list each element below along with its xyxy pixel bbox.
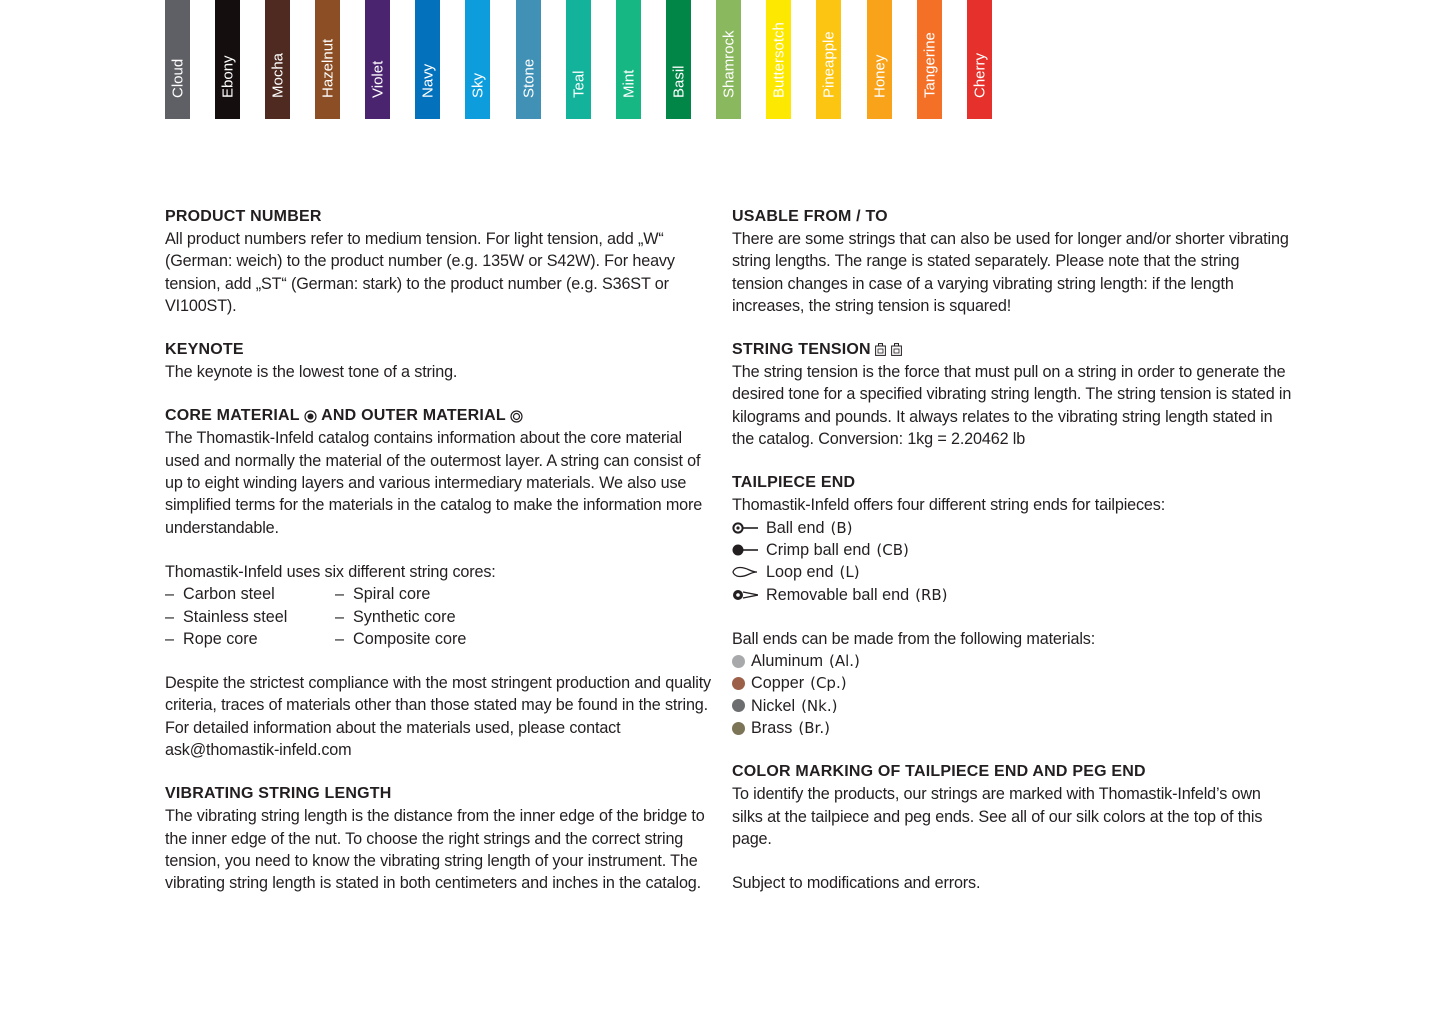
silk-swatch-label: Shamrock [720,30,737,98]
silk-swatch [816,0,841,119]
color-marking-section [732,761,1292,894]
list-item: – Composite core [335,629,467,648]
tailpiece-section [732,472,1292,739]
silk-swatch [215,0,240,119]
silk-swatch-label: Cherry [971,52,988,98]
keynote-section [165,339,715,383]
core-material-icon [304,410,317,423]
aluminum-dot-icon [732,655,745,668]
right-column [732,206,1292,917]
ball-materials-intro: Ball ends can be made from the following materials: [732,629,1096,648]
silk-swatch-label: Mint [620,69,637,98]
silk-swatch-label: Mocha [269,52,286,98]
silk-swatch [716,0,741,119]
silk-swatch-label: Ebony [219,55,236,98]
silk-swatch-label: Tangerine [921,32,938,98]
list-item: – Synthetic core [335,607,456,626]
section-heading: TAILPIECE END [732,474,856,492]
usable-section [732,206,1292,317]
cores-intro: Thomastik-Infeld uses six different string cores: [165,562,496,581]
outer-material-icon [510,410,523,423]
cores-list [165,583,715,650]
silk-swatch-label: Basil [670,65,687,98]
brass-dot-icon [732,722,745,735]
list-item: Loop end (L) [732,561,1292,583]
core-material-heading: CORE MATERIAL [165,407,300,425]
vibrating-length-section [165,783,715,894]
section-text: The Thomastik-Infeld catalog contains information about the core material used and normally the material of the outermost layer. A string can consist of up to eight winding layers and various intermediary materials. We also use simplified terms for the materials in the catalog to make the information more understandable. [165,429,703,537]
silk-swatch [315,0,340,119]
list-item: – Spiral core [335,585,431,604]
section-heading: VIBRATING STRING LENGTH [165,785,392,803]
core-material-section [165,405,715,761]
list-item: – Rope core [165,629,258,648]
copper-dot-icon [732,677,745,690]
silk-swatch [867,0,892,119]
list-item: Aluminum (Al.) [732,650,1292,672]
section-heading: KEYNOTE [165,341,244,359]
string-tension-heading: STRING TENSION [732,341,871,359]
silk-swatch-label: Teal [570,70,587,98]
silk-swatch-label: Navy [419,63,436,98]
materials-disclaimer: Despite the strictest compliance with the most stringent production and quality criteria, traces of materials other than those stated may be found in the string. For detailed information about the materials used, please contact ask@thomastik-infeld.com [165,674,712,760]
silk-swatch-label: Buttersotch [770,22,787,98]
outer-material-heading: AND OUTER MATERIAL [321,407,506,425]
list-item: Brass (Br.) [732,717,1292,739]
section-text: There are some strings that can also be used for longer and/or shorter vibrating string lengths. The range is stated separately. Please note that the string tension changes in case of a varying vibrating string length: if the length increases, the string tension is squared! [732,230,1289,315]
silk-swatch [465,0,490,119]
silk-swatch-label: Sky [469,72,486,98]
silk-swatch-label: Honey [871,54,888,98]
section-heading: USABLE FROM / TO [732,208,888,225]
list-item: Nickel (Nk.) [732,695,1292,717]
silk-swatch-label: Pineapple [820,31,837,98]
section-text: To identify the products, our strings are marked with Thomastik-Infeld’s own silks at the tailpiece and peg ends. See all of our silk colors at the top of this page. [732,785,1263,848]
list-item: – Stainless steel [165,607,288,626]
silk-swatch [967,0,992,119]
string-tension-section [732,339,1292,450]
silk-swatch [165,0,190,119]
section-text: The string tension is the force that must pull on a string in order to generate the desired tone for a specified vibrating string length. The string tension is stated in kilograms and pounds. It always relates to the vibrating string length stated in the catalog. Conversion: 1kg = 2.20462 lb [732,363,1292,449]
silk-swatch [265,0,290,119]
section-heading [165,405,715,427]
section-text: The keynote is the lowest tone of a string. [165,363,458,382]
list-item: Crimp ball end (CB) [732,539,1292,561]
section-text: The vibrating string length is the distance from the inner edge of the bridge to the inner edge of the nut. To choose the right strings and the correct string tension, you need to know the vibrating string length of your instrument. The vibrating string length is stated in both centimeters and inches in the catalog. [165,807,705,893]
nickel-dot-icon [732,699,745,712]
silk-swatch [666,0,691,119]
tailpiece-intro: Thomastik-Infeld offers four different string ends for tailpieces: [732,496,1166,515]
kg-weight-icon [875,343,886,356]
list-item: – Carbon steel [165,585,275,604]
list-item: Removable ball end (RB) [732,584,1292,606]
list-item: Ball end (B) [732,517,1292,539]
left-column [165,206,715,917]
lb-weight-icon [891,343,902,356]
silk-swatch [516,0,541,119]
section-heading [732,339,1292,361]
silk-swatch-label: Stone [520,58,537,98]
section-heading: PRODUCT NUMBER [165,208,322,225]
silk-swatch-label: Hazelnut [319,38,336,98]
silk-swatch [566,0,591,119]
loop-end-icon [732,565,758,579]
silk-swatch [766,0,791,119]
removable-ball-end-icon [732,588,758,602]
list-item: Copper (Cp.) [732,672,1292,694]
silk-swatch [365,0,390,119]
silk-swatch [917,0,942,119]
crimp-ball-end-icon [732,543,758,557]
silk-swatch [415,0,440,119]
footer-note: Subject to modifications and errors. [732,874,981,893]
silk-swatch-label: Cloud [169,58,186,98]
product-number-section [165,206,715,317]
ball-end-icon [732,521,758,535]
section-heading: COLOR MARKING OF TAILPIECE END AND PEG END [732,763,1146,781]
silk-swatch-label: Violet [369,60,386,98]
silk-swatch [616,0,641,119]
section-text: All product numbers refer to medium tension. For light tension, add „W“ (German: weich) to the product number (e.g. 135W or S42W). For heavy tension, add „ST“ (German: stark) to the product number (e.g. S36ST or VI100ST). [165,230,675,315]
